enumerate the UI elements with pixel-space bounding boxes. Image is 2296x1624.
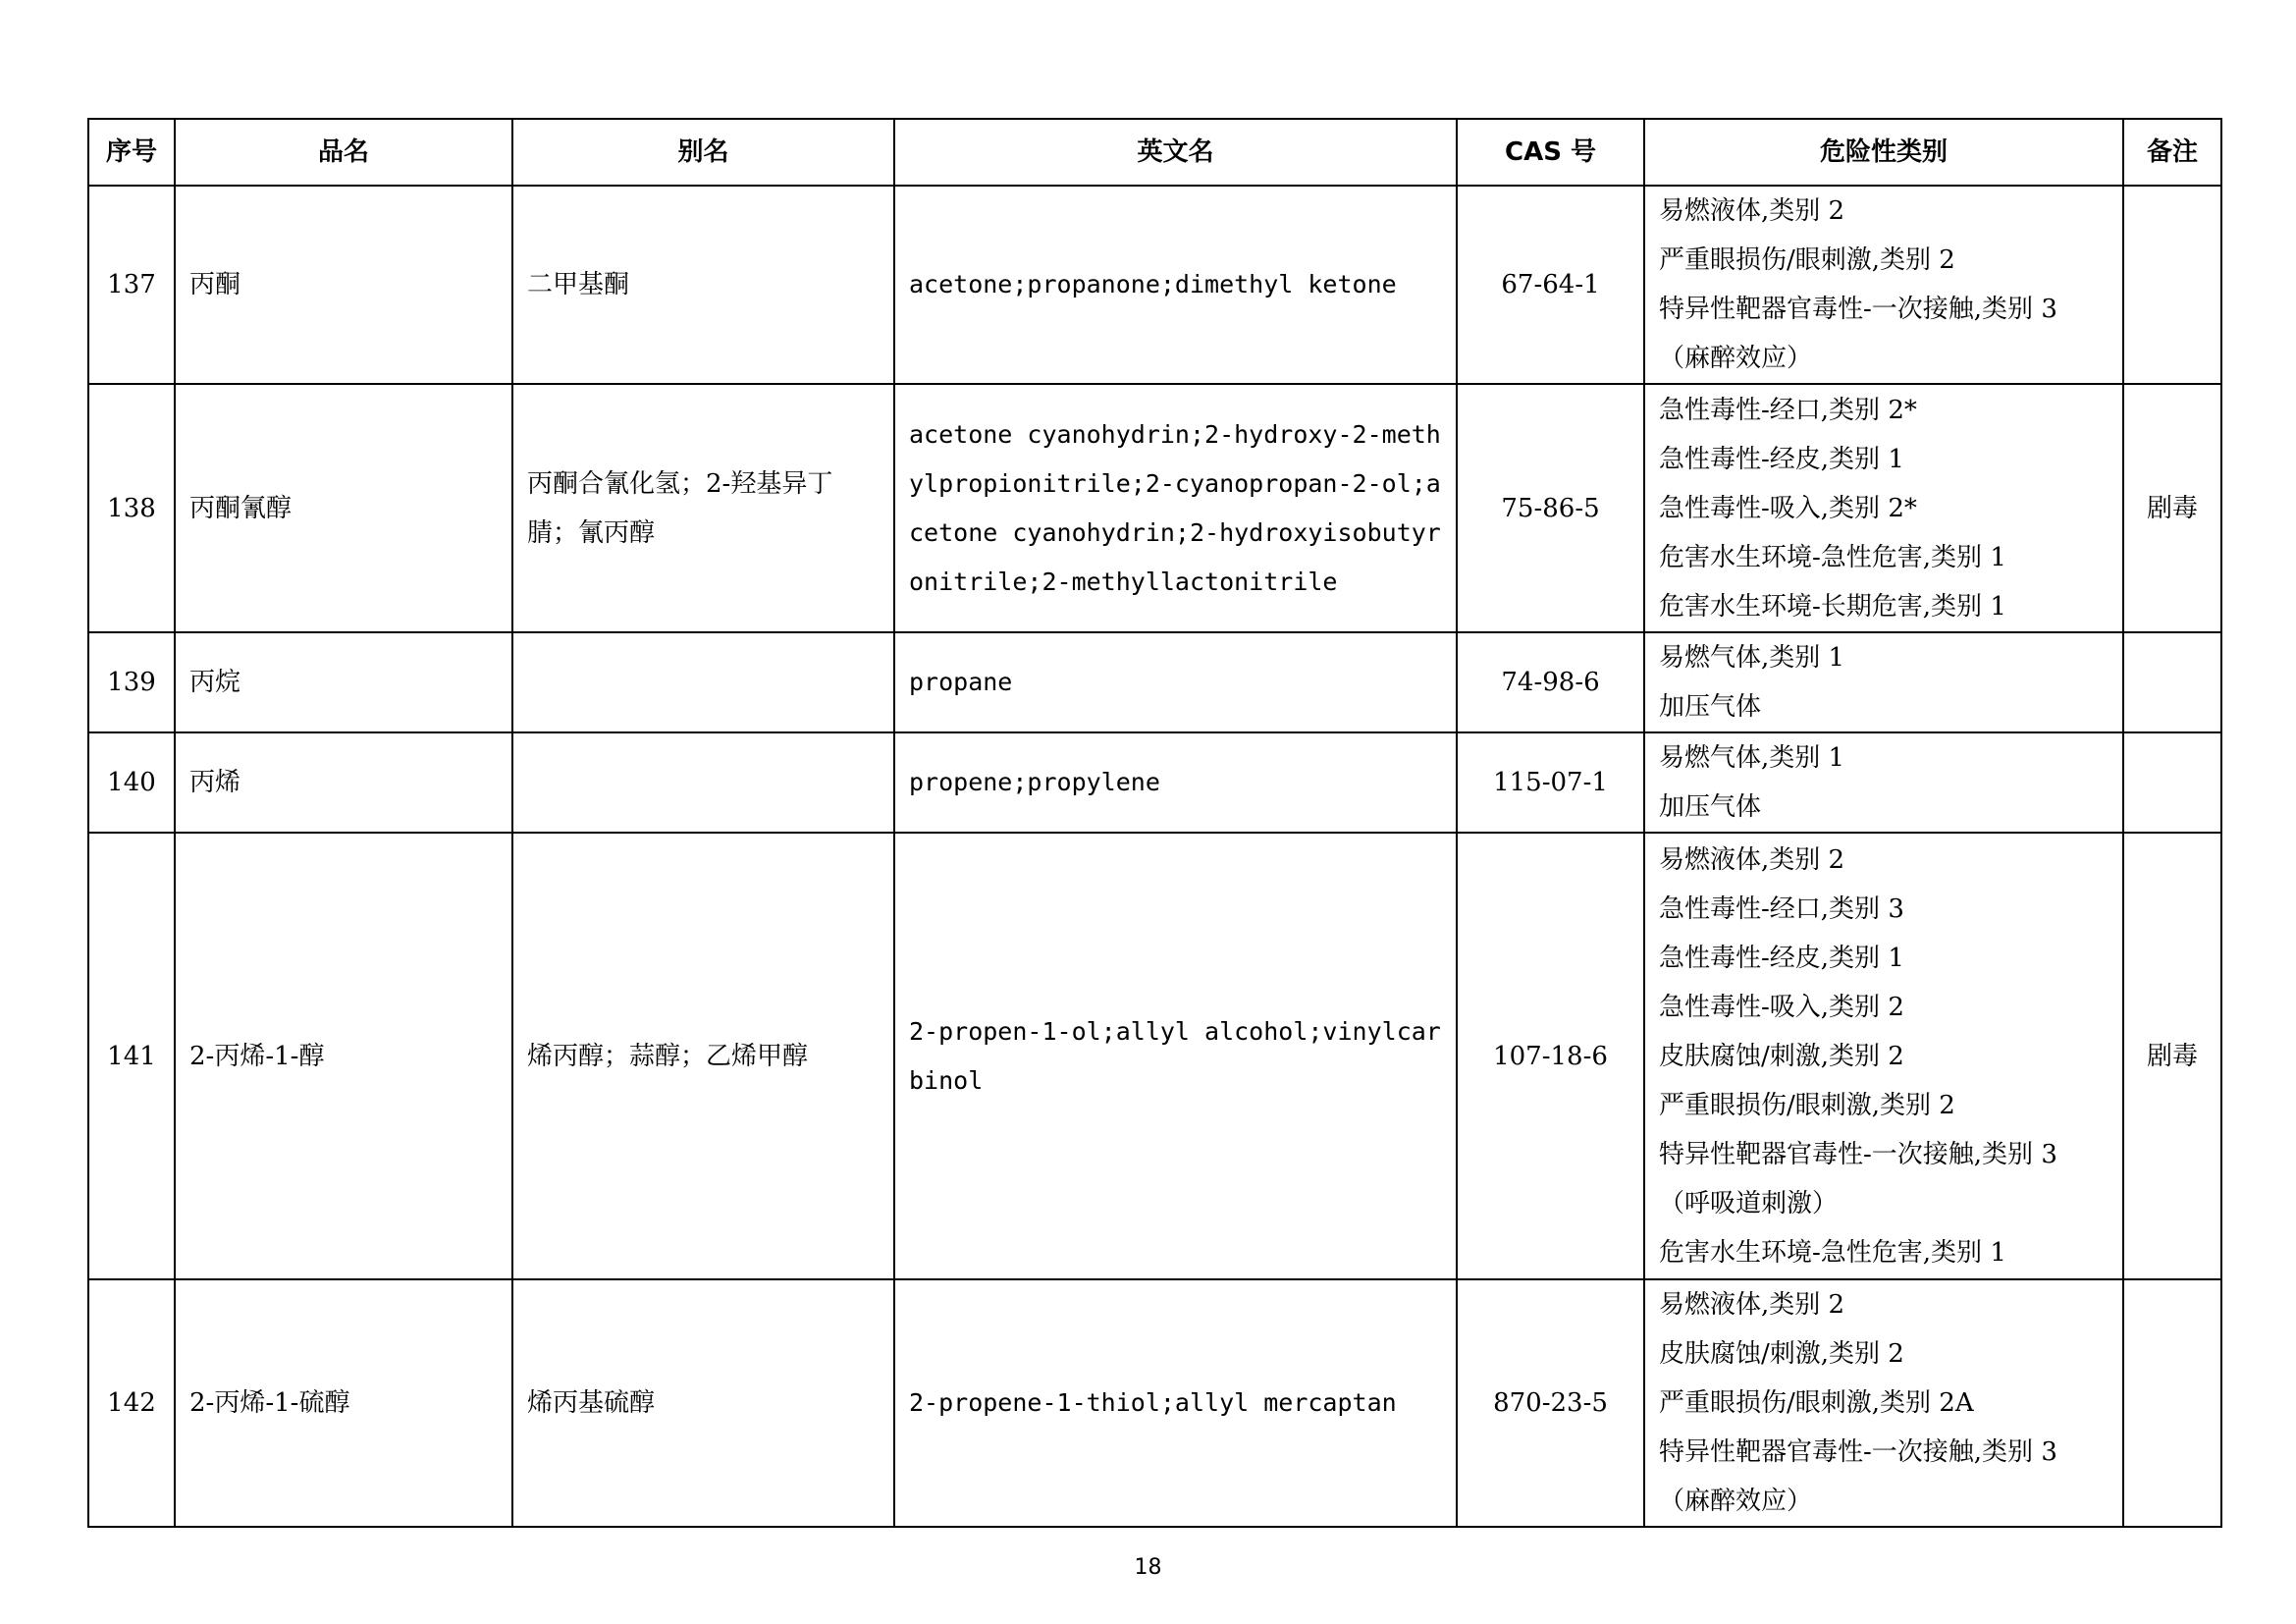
header-no: 序号 [88,119,175,186]
product-name-cell: 丙烷 [175,632,512,732]
hazard-class-line: 危害水生环境-长期危害,类别 1 [1659,591,2006,622]
chemical-catalog-table [87,118,2222,1528]
product-name-cell: 丙酮氰醇 [175,384,512,632]
hazard-class-line: 皮肤腐蚀/刺激,类别 2 [1659,1339,1904,1369]
hazard-class-line: 特异性靶器官毒性-一次接触,类别 3 [1659,1437,2057,1467]
cas-number-cell: 115-07-1 [1457,732,1644,833]
row-number-cell: 137 [88,186,175,384]
hazard-class-line: 易燃气体,类别 1 [1659,743,1845,773]
note-cell [2123,632,2221,732]
english-name-cell: propene;propylene [894,732,1457,833]
row-number-cell: 138 [88,384,175,632]
table-row [88,186,2221,384]
hazard-class-cell [1644,732,2123,833]
hazard-class-line: 严重眼损伤/眼刺激,类别 2A [1659,1388,1974,1418]
note-cell: 剧毒 [2123,833,2221,1279]
hazard-class-line: 易燃液体,类别 2 [1659,844,1845,875]
note-cell [2123,732,2221,833]
product-name-cell: 丙酮 [175,186,512,384]
product-name-cell: 丙烯 [175,732,512,833]
hazard-class-line: 急性毒性-经口,类别 2* [1659,395,1917,425]
row-number-cell: 141 [88,833,175,1279]
hazard-class-line: （麻醉效应） [1659,344,1813,373]
row-number-cell: 140 [88,732,175,833]
header-note: 备注 [2123,119,2221,186]
alias-cell: 丙酮合氰化氢；2-羟基异丁腈；氰丙醇 [512,384,894,632]
english-name-cell: 2-propene-1-thiol;allyl mercaptan [894,1279,1457,1527]
row-number-cell: 139 [88,632,175,732]
hazard-class-line: 特异性靶器官毒性-一次接触,类别 3 [1659,295,2057,324]
cas-number-cell: 67-64-1 [1457,186,1644,384]
header-name: 品名 [175,119,512,186]
hazard-class-line: 急性毒性-吸入,类别 2 [1659,992,1904,1022]
note-cell: 剧毒 [2123,384,2221,632]
alias-cell: 烯丙醇；蒜醇；乙烯甲醇 [512,833,894,1279]
note-cell [2123,1279,2221,1527]
hazard-class-line: 易燃气体,类别 1 [1659,643,1845,673]
hazard-class-line: （呼吸道刺激） [1659,1188,1839,1218]
alias-cell [512,632,894,732]
hazard-class-line: 严重眼损伤/眼刺激,类别 2 [1659,1090,1955,1120]
header-alias: 别名 [512,119,894,186]
hazard-class-line: （麻醉效应） [1659,1487,1813,1516]
hazard-class-line: 易燃液体,类别 2 [1659,1290,1845,1320]
hazard-class-line: 危害水生环境-急性危害,类别 1 [1659,542,2006,572]
hazard-class-line: 危害水生环境-急性危害,类别 1 [1659,1237,2006,1268]
cas-number-cell: 107-18-6 [1457,833,1644,1279]
table-row [88,632,2221,732]
cas-number-cell: 75-86-5 [1457,384,1644,632]
alias-cell: 烯丙基硫醇 [512,1279,894,1527]
hazard-class-line: 特异性靶器官毒性-一次接触,类别 3 [1659,1139,2057,1169]
hazard-class-cell [1644,632,2123,732]
page-number: 18 [1134,1555,1162,1580]
hazard-class-cell [1644,1279,2123,1527]
hazard-class-line: 加压气体 [1659,692,1762,722]
hazard-class-line: 严重眼损伤/眼刺激,类别 2 [1659,245,1955,275]
hazard-class-cell [1644,186,2123,384]
header-cas: CAS 号 [1457,119,1644,186]
hazard-class-line: 易燃液体,类别 2 [1659,196,1845,226]
english-name-cell: propane [894,632,1457,732]
product-name-cell: 2-丙烯-1-醇 [175,833,512,1279]
english-name-cell: acetone;propanone;dimethyl ketone [894,186,1457,384]
table-row [88,1279,2221,1527]
english-name-cell: acetone cyanohydrin;2-hydroxy-2-methylpropionitrile;2-cyanopropan-2-ol;acetone cyanohydrin;2-hydroxyisobutyronitrile;2-methyllactonitrile [894,384,1457,632]
table-row [88,732,2221,833]
hazard-class-line: 急性毒性-经皮,类别 1 [1659,943,1904,973]
row-number-cell: 142 [88,1279,175,1527]
cas-number-cell: 74-98-6 [1457,632,1644,732]
hazard-class-cell [1644,833,2123,1279]
table-header-row [88,119,2221,186]
table-body [88,186,2221,1527]
header-english-name: 英文名 [894,119,1457,186]
product-name-cell: 2-丙烯-1-硫醇 [175,1279,512,1527]
hazard-class-line: 急性毒性-吸入,类别 2* [1659,493,1917,523]
table-row [88,384,2221,632]
alias-cell [512,732,894,833]
alias-cell: 二甲基酮 [512,186,894,384]
hazard-class-line: 皮肤腐蚀/刺激,类别 2 [1659,1041,1904,1071]
hazard-class-line: 加压气体 [1659,792,1762,822]
table-row [88,833,2221,1279]
hazard-class-line: 急性毒性-经皮,类别 1 [1659,444,1904,474]
note-cell [2123,186,2221,384]
english-name-cell: 2-propen-1-ol;allyl alcohol;vinylcarbinol [894,833,1457,1279]
cas-number-cell: 870-23-5 [1457,1279,1644,1527]
hazard-class-line: 急性毒性-经口,类别 3 [1659,893,1904,924]
header-hazard-class: 危险性类别 [1644,119,2123,186]
hazard-class-cell [1644,384,2123,632]
